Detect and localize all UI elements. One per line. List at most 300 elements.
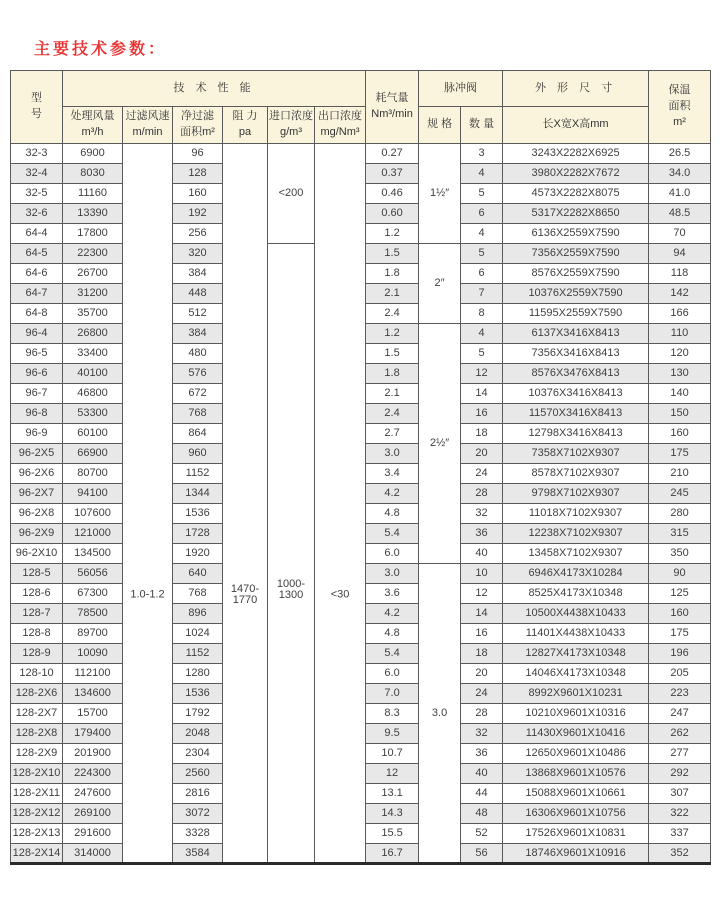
cell-valve-qty: 20 xyxy=(461,664,503,684)
cell-model: 128-2X11 xyxy=(11,784,63,804)
cell-valve-qty: 18 xyxy=(461,644,503,664)
cell-insulation-area: 94 xyxy=(649,244,711,264)
cell-valve-qty: 36 xyxy=(461,524,503,544)
cell-airflow: 224300 xyxy=(63,764,123,784)
cell-filter-speed-value: 1.0-1.2 xyxy=(130,588,165,601)
cell-airflow: 26700 xyxy=(63,264,123,284)
cell-model: 64-6 xyxy=(11,264,63,284)
table-body xyxy=(11,144,711,864)
cell-insulation-area: 315 xyxy=(649,524,711,544)
cell-airflow: 22300 xyxy=(63,244,123,264)
cell-airflow: 112100 xyxy=(63,664,123,684)
header-model-l1: 型 xyxy=(31,92,42,105)
cell-gas-consumption: 12 xyxy=(366,764,419,784)
cell-dimensions: 17526X9601X10831 xyxy=(503,824,649,844)
cell-inlet-concentration-value: 1000-1300 xyxy=(276,578,306,601)
cell-model: 96-2X10 xyxy=(11,544,63,564)
cell-outlet-concentration-value: <30 xyxy=(330,588,350,601)
cell-dimensions: 5317X2282X8650 xyxy=(503,204,649,224)
cell-filter-area: 256 xyxy=(173,224,223,244)
cell-insulation-area: 322 xyxy=(649,804,711,824)
cell-insulation-area: 90 xyxy=(649,564,711,584)
cell-gas-consumption: 2.4 xyxy=(366,304,419,324)
cell-dimensions: 9798X7102X9307 xyxy=(503,484,649,504)
cell-model: 32-4 xyxy=(11,164,63,184)
cell-gas-consumption: 0.27 xyxy=(366,144,419,164)
cell-dimensions: 12238X7102X9307 xyxy=(503,524,649,544)
cell-insulation-area: 160 xyxy=(649,604,711,624)
cell-filter-area: 3584 xyxy=(173,844,223,864)
cell-valve-qty: 4 xyxy=(461,224,503,244)
cell-dimensions: 8525X4173X10348 xyxy=(503,584,649,604)
cell-filter-area: 1728 xyxy=(173,524,223,544)
cell-model: 128-2X12 xyxy=(11,804,63,824)
cell-insulation-area: 41.0 xyxy=(649,184,711,204)
header-resistance xyxy=(223,107,268,144)
cell-filter-area: 3072 xyxy=(173,804,223,824)
cell-gas-consumption: 7.0 xyxy=(366,684,419,704)
cell-filter-area: 1920 xyxy=(173,544,223,564)
cell-valve-qty: 10 xyxy=(461,564,503,584)
header-outlet-l1: 出口浓度 xyxy=(318,110,363,123)
cell-filter-area: 3328 xyxy=(173,824,223,844)
cell-gas-consumption: 1.2 xyxy=(366,324,419,344)
cell-airflow: 15700 xyxy=(63,704,123,724)
cell-filter-speed xyxy=(123,144,173,864)
cell-model: 96-2X7 xyxy=(11,484,63,504)
cell-model: 96-5 xyxy=(11,344,63,364)
cell-filter-area: 1280 xyxy=(173,664,223,684)
header-outlet-concentration xyxy=(315,107,366,144)
cell-valve-qty: 40 xyxy=(461,764,503,784)
cell-airflow: 46800 xyxy=(63,384,123,404)
cell-filter-area: 960 xyxy=(173,444,223,464)
cell-airflow: 80700 xyxy=(63,464,123,484)
cell-model: 128-6 xyxy=(11,584,63,604)
cell-insulation-area: 150 xyxy=(649,404,711,424)
cell-gas-consumption: 5.4 xyxy=(366,644,419,664)
header-dims-formula: 长X宽X高mm xyxy=(503,107,649,144)
cell-gas-consumption: 4.2 xyxy=(366,604,419,624)
cell-airflow: 6900 xyxy=(63,144,123,164)
cell-gas-consumption: 13.1 xyxy=(366,784,419,804)
header-airflow-l1: 处理风量 xyxy=(70,110,115,123)
specs-table xyxy=(10,70,711,865)
cell-insulation-area: 223 xyxy=(649,684,711,704)
cell-dimensions: 10376X2559X7590 xyxy=(503,284,649,304)
header-airflow-l2: m³/h xyxy=(81,126,104,138)
cell-airflow: 31200 xyxy=(63,284,123,304)
cell-dimensions: 10210X9601X10316 xyxy=(503,704,649,724)
cell-insulation-area: 210 xyxy=(649,464,711,484)
cell-insulation-area: 205 xyxy=(649,664,711,684)
cell-gas-consumption: 4.8 xyxy=(366,504,419,524)
cell-dimensions: 11401X4438X10433 xyxy=(503,624,649,644)
cell-model: 128-10 xyxy=(11,664,63,684)
cell-insulation-area: 142 xyxy=(649,284,711,304)
cell-insulation-area: 34.0 xyxy=(649,164,711,184)
cell-dimensions: 11018X7102X9307 xyxy=(503,504,649,524)
cell-valve-qty: 5 xyxy=(461,344,503,364)
header-tech-performance: 技 术 性 能 xyxy=(63,71,366,107)
header-area-l1: 净过滤 xyxy=(181,110,214,123)
cell-gas-consumption: 0.60 xyxy=(366,204,419,224)
cell-valve-qty: 4 xyxy=(461,324,503,344)
cell-dimensions: 11595X2559X7590 xyxy=(503,304,649,324)
header-valve-qty: 数 量 xyxy=(461,107,503,144)
cell-filter-area: 576 xyxy=(173,364,223,384)
cell-valve-qty: 32 xyxy=(461,504,503,524)
cell-gas-consumption: 2.7 xyxy=(366,424,419,444)
cell-valve-spec: 2½″ xyxy=(419,324,461,564)
cell-airflow: 247600 xyxy=(63,784,123,804)
header-model-l2: 号 xyxy=(31,108,42,120)
cell-model: 96-6 xyxy=(11,364,63,384)
cell-valve-qty: 48 xyxy=(461,804,503,824)
cell-model: 96-2X8 xyxy=(11,504,63,524)
header-insul-l3: m² xyxy=(673,115,686,128)
cell-model: 96-2X5 xyxy=(11,444,63,464)
cell-dimensions: 15088X9601X10661 xyxy=(503,784,649,804)
cell-airflow: 89700 xyxy=(63,624,123,644)
cell-filter-area: 320 xyxy=(173,244,223,264)
cell-airflow: 11160 xyxy=(63,184,123,204)
cell-dimensions: 8578X7102X9307 xyxy=(503,464,649,484)
cell-valve-qty: 40 xyxy=(461,544,503,564)
header-speed-l1: 过滤风速 xyxy=(125,110,170,123)
cell-gas-consumption: 14.3 xyxy=(366,804,419,824)
cell-filter-area: 768 xyxy=(173,404,223,424)
cell-model: 96-4 xyxy=(11,324,63,344)
cell-dimensions: 13458X7102X9307 xyxy=(503,544,649,564)
header-inlet-concentration xyxy=(268,107,315,144)
cell-valve-spec: 1½″ xyxy=(419,144,461,244)
cell-filter-area: 896 xyxy=(173,604,223,624)
cell-model: 64-4 xyxy=(11,224,63,244)
header-resist-l2: pa xyxy=(238,126,252,138)
cell-airflow: 60100 xyxy=(63,424,123,444)
cell-valve-qty: 14 xyxy=(461,384,503,404)
table-header xyxy=(11,71,711,144)
cell-model: 128-5 xyxy=(11,564,63,584)
cell-filter-area: 1152 xyxy=(173,644,223,664)
cell-model: 32-6 xyxy=(11,204,63,224)
cell-airflow: 56056 xyxy=(63,564,123,584)
cell-valve-qty: 24 xyxy=(461,464,503,484)
header-area-l2: 面积m² xyxy=(180,126,215,138)
cell-model: 64-5 xyxy=(11,244,63,264)
header-airflow xyxy=(63,107,123,144)
cell-filter-area: 128 xyxy=(173,164,223,184)
cell-gas-consumption: 2.4 xyxy=(366,404,419,424)
cell-dimensions: 8576X3476X8413 xyxy=(503,364,649,384)
cell-filter-area: 640 xyxy=(173,564,223,584)
cell-model: 96-2X9 xyxy=(11,524,63,544)
cell-filter-area: 2304 xyxy=(173,744,223,764)
cell-filter-area: 2048 xyxy=(173,724,223,744)
cell-insulation-area: 352 xyxy=(649,844,711,864)
cell-airflow: 201900 xyxy=(63,744,123,764)
cell-dimensions: 10500X4438X10433 xyxy=(503,604,649,624)
cell-airflow: 269100 xyxy=(63,804,123,824)
cell-airflow: 179400 xyxy=(63,724,123,744)
cell-airflow: 53300 xyxy=(63,404,123,424)
cell-gas-consumption: 1.8 xyxy=(366,364,419,384)
cell-airflow: 10090 xyxy=(63,644,123,664)
cell-insulation-area: 70 xyxy=(649,224,711,244)
cell-model: 96-7 xyxy=(11,384,63,404)
cell-filter-area: 864 xyxy=(173,424,223,444)
cell-dimensions: 16306X9601X10756 xyxy=(503,804,649,824)
cell-insulation-area: 130 xyxy=(649,364,711,384)
cell-airflow: 314000 xyxy=(63,844,123,864)
cell-inlet-concentration: <200 xyxy=(268,144,315,244)
header-filter-speed xyxy=(123,107,173,144)
cell-airflow: 35700 xyxy=(63,304,123,324)
cell-insulation-area: 262 xyxy=(649,724,711,744)
header-resist-l1: 阻 力 xyxy=(232,110,258,123)
cell-valve-qty: 5 xyxy=(461,244,503,264)
cell-gas-consumption: 5.4 xyxy=(366,524,419,544)
cell-dimensions: 6946X4173X10284 xyxy=(503,564,649,584)
cell-valve-spec: 3.0 xyxy=(419,564,461,864)
cell-filter-area: 384 xyxy=(173,264,223,284)
header-gas-l1: 耗气量 xyxy=(375,92,409,105)
cell-gas-consumption: 3.0 xyxy=(366,444,419,464)
cell-insulation-area: 118 xyxy=(649,264,711,284)
cell-filter-area: 2560 xyxy=(173,764,223,784)
cell-valve-qty: 28 xyxy=(461,704,503,724)
cell-airflow: 107600 xyxy=(63,504,123,524)
cell-valve-qty: 6 xyxy=(461,264,503,284)
cell-valve-qty: 24 xyxy=(461,684,503,704)
header-valve-spec: 规 格 xyxy=(419,107,461,144)
cell-model: 128-2X14 xyxy=(11,844,63,864)
cell-filter-area: 1792 xyxy=(173,704,223,724)
cell-valve-qty: 52 xyxy=(461,824,503,844)
cell-dimensions: 12798X3416X8413 xyxy=(503,424,649,444)
cell-valve-qty: 12 xyxy=(461,364,503,384)
cell-valve-spec: 2″ xyxy=(419,244,461,324)
cell-dimensions: 11430X9601X10416 xyxy=(503,724,649,744)
cell-insulation-area: 247 xyxy=(649,704,711,724)
cell-model: 128-2X8 xyxy=(11,724,63,744)
cell-model: 128-2X9 xyxy=(11,744,63,764)
cell-model: 64-8 xyxy=(11,304,63,324)
cell-insulation-area: 277 xyxy=(649,744,711,764)
cell-insulation-area: 350 xyxy=(649,544,711,564)
cell-model: 128-2X7 xyxy=(11,704,63,724)
cell-valve-qty: 28 xyxy=(461,484,503,504)
cell-filter-area: 672 xyxy=(173,384,223,404)
cell-insulation-area: 280 xyxy=(649,504,711,524)
cell-valve-qty: 12 xyxy=(461,584,503,604)
cell-gas-consumption: 10.7 xyxy=(366,744,419,764)
header-inlet-l1: 进口浓度 xyxy=(269,110,313,123)
cell-insulation-area: 26.5 xyxy=(649,144,711,164)
cell-valve-qty: 5 xyxy=(461,184,503,204)
cell-valve-qty: 56 xyxy=(461,844,503,864)
cell-filter-area: 480 xyxy=(173,344,223,364)
cell-gas-consumption: 0.46 xyxy=(366,184,419,204)
cell-filter-area: 192 xyxy=(173,204,223,224)
header-insulation-area xyxy=(649,71,711,144)
cell-inlet-concentration xyxy=(268,244,315,864)
cell-filter-area: 448 xyxy=(173,284,223,304)
page-title: 主要技术参数： xyxy=(34,41,168,58)
cell-filter-area: 768 xyxy=(173,584,223,604)
cell-filter-area: 1536 xyxy=(173,684,223,704)
cell-airflow: 8030 xyxy=(63,164,123,184)
table-header-row-2 xyxy=(11,107,711,144)
cell-dimensions: 6137X3416X8413 xyxy=(503,324,649,344)
cell-gas-consumption: 6.0 xyxy=(366,544,419,564)
cell-gas-consumption: 1.5 xyxy=(366,244,419,264)
cell-model: 128-7 xyxy=(11,604,63,624)
cell-valve-qty: 44 xyxy=(461,784,503,804)
cell-insulation-area: 48.5 xyxy=(649,204,711,224)
cell-insulation-area: 175 xyxy=(649,624,711,644)
cell-airflow: 121000 xyxy=(63,524,123,544)
cell-gas-consumption: 16.7 xyxy=(366,844,419,864)
cell-filter-area: 384 xyxy=(173,324,223,344)
cell-model: 128-8 xyxy=(11,624,63,644)
cell-dimensions: 7356X2559X7590 xyxy=(503,244,649,264)
cell-gas-consumption: 2.1 xyxy=(366,284,419,304)
cell-dimensions: 14046X4173X10348 xyxy=(503,664,649,684)
cell-gas-consumption: 1.5 xyxy=(366,344,419,364)
cell-insulation-area: 337 xyxy=(649,824,711,844)
cell-dimensions: 13868X9601X10576 xyxy=(503,764,649,784)
cell-gas-consumption: 2.1 xyxy=(366,384,419,404)
cell-model: 32-5 xyxy=(11,184,63,204)
cell-model: 128-2X6 xyxy=(11,684,63,704)
cell-dimensions: 12650X9601X10486 xyxy=(503,744,649,764)
cell-gas-consumption: 0.37 xyxy=(366,164,419,184)
cell-gas-consumption: 1.2 xyxy=(366,224,419,244)
cell-valve-qty: 4 xyxy=(461,164,503,184)
header-pulse-valve: 脉冲阀 xyxy=(419,71,503,107)
cell-filter-area: 1152 xyxy=(173,464,223,484)
cell-airflow: 40100 xyxy=(63,364,123,384)
cell-airflow: 33400 xyxy=(63,344,123,364)
cell-airflow: 291600 xyxy=(63,824,123,844)
cell-valve-qty: 6 xyxy=(461,204,503,224)
cell-insulation-area: 120 xyxy=(649,344,711,364)
header-gas-l2: Nm³/min xyxy=(371,108,413,120)
cell-gas-consumption: 4.2 xyxy=(366,484,419,504)
cell-airflow: 94100 xyxy=(63,484,123,504)
header-filter-area xyxy=(173,107,223,144)
cell-outlet-concentration xyxy=(315,144,366,864)
cell-model: 128-9 xyxy=(11,644,63,664)
cell-model: 96-9 xyxy=(11,424,63,444)
cell-gas-consumption: 15.5 xyxy=(366,824,419,844)
header-inlet-l2: g/m³ xyxy=(280,126,302,138)
cell-gas-consumption: 9.5 xyxy=(366,724,419,744)
cell-gas-consumption: 3.0 xyxy=(366,564,419,584)
cell-valve-qty: 7 xyxy=(461,284,503,304)
cell-filter-area: 2816 xyxy=(173,784,223,804)
cell-dimensions: 11570X3416X8413 xyxy=(503,404,649,424)
cell-filter-area: 1024 xyxy=(173,624,223,644)
cell-valve-qty: 20 xyxy=(461,444,503,464)
header-gas-consumption xyxy=(366,71,419,144)
cell-gas-consumption: 6.0 xyxy=(366,664,419,684)
cell-valve-qty: 16 xyxy=(461,404,503,424)
cell-airflow: 17800 xyxy=(63,224,123,244)
cell-model: 128-2X10 xyxy=(11,764,63,784)
cell-insulation-area: 166 xyxy=(649,304,711,324)
cell-dimensions: 4573X2282X8075 xyxy=(503,184,649,204)
cell-valve-qty: 3 xyxy=(461,144,503,164)
cell-dimensions: 7358X7102X9307 xyxy=(503,444,649,464)
cell-insulation-area: 110 xyxy=(649,324,711,344)
cell-gas-consumption: 3.6 xyxy=(366,584,419,604)
table-header-row-1 xyxy=(11,71,711,107)
cell-filter-area: 160 xyxy=(173,184,223,204)
header-insul-l2: 面积 xyxy=(668,100,691,113)
cell-gas-consumption: 3.4 xyxy=(366,464,419,484)
cell-model: 128-2X13 xyxy=(11,824,63,844)
cell-gas-consumption: 1.8 xyxy=(366,264,419,284)
cell-valve-qty: 8 xyxy=(461,304,503,324)
cell-valve-qty: 36 xyxy=(461,744,503,764)
cell-resistance xyxy=(223,144,268,864)
cell-dimensions: 8576X2559X7590 xyxy=(503,264,649,284)
cell-valve-qty: 16 xyxy=(461,624,503,644)
cell-insulation-area: 307 xyxy=(649,784,711,804)
cell-model: 96-8 xyxy=(11,404,63,424)
cell-dimensions: 7356X3416X8413 xyxy=(503,344,649,364)
cell-airflow: 134600 xyxy=(63,684,123,704)
cell-insulation-area: 175 xyxy=(649,444,711,464)
cell-airflow: 26800 xyxy=(63,324,123,344)
cell-insulation-area: 125 xyxy=(649,584,711,604)
cell-dimensions: 3243X2282X6925 xyxy=(503,144,649,164)
cell-insulation-area: 160 xyxy=(649,424,711,444)
cell-insulation-area: 292 xyxy=(649,764,711,784)
cell-valve-qty: 14 xyxy=(461,604,503,624)
cell-dimensions: 12827X4173X10348 xyxy=(503,644,649,664)
cell-model: 32-3 xyxy=(11,144,63,164)
header-model xyxy=(11,71,63,144)
cell-valve-qty: 18 xyxy=(461,424,503,444)
cell-dimensions: 3980X2282X7672 xyxy=(503,164,649,184)
cell-filter-area: 96 xyxy=(173,144,223,164)
header-outlet-l2: mg/Nm³ xyxy=(320,126,360,138)
cell-dimensions: 18746X9601X10916 xyxy=(503,844,649,864)
cell-gas-consumption: 4.8 xyxy=(366,624,419,644)
cell-insulation-area: 196 xyxy=(649,644,711,664)
cell-insulation-area: 245 xyxy=(649,484,711,504)
cell-gas-consumption: 8.3 xyxy=(366,704,419,724)
cell-airflow: 66900 xyxy=(63,444,123,464)
header-speed-l2: m/min xyxy=(132,126,163,138)
cell-airflow: 134500 xyxy=(63,544,123,564)
cell-airflow: 78500 xyxy=(63,604,123,624)
cell-filter-area: 512 xyxy=(173,304,223,324)
cell-resistance-value: 1470-1770 xyxy=(230,583,260,606)
cell-dimensions: 10376X3416X8413 xyxy=(503,384,649,404)
cell-insulation-area: 140 xyxy=(649,384,711,404)
cell-valve-qty: 32 xyxy=(461,724,503,744)
header-insul-l1: 保温 xyxy=(668,84,691,97)
cell-dimensions: 6136X2559X7590 xyxy=(503,224,649,244)
cell-airflow: 67300 xyxy=(63,584,123,604)
cell-dimensions: 8992X9601X10231 xyxy=(503,684,649,704)
cell-filter-area: 1344 xyxy=(173,484,223,504)
